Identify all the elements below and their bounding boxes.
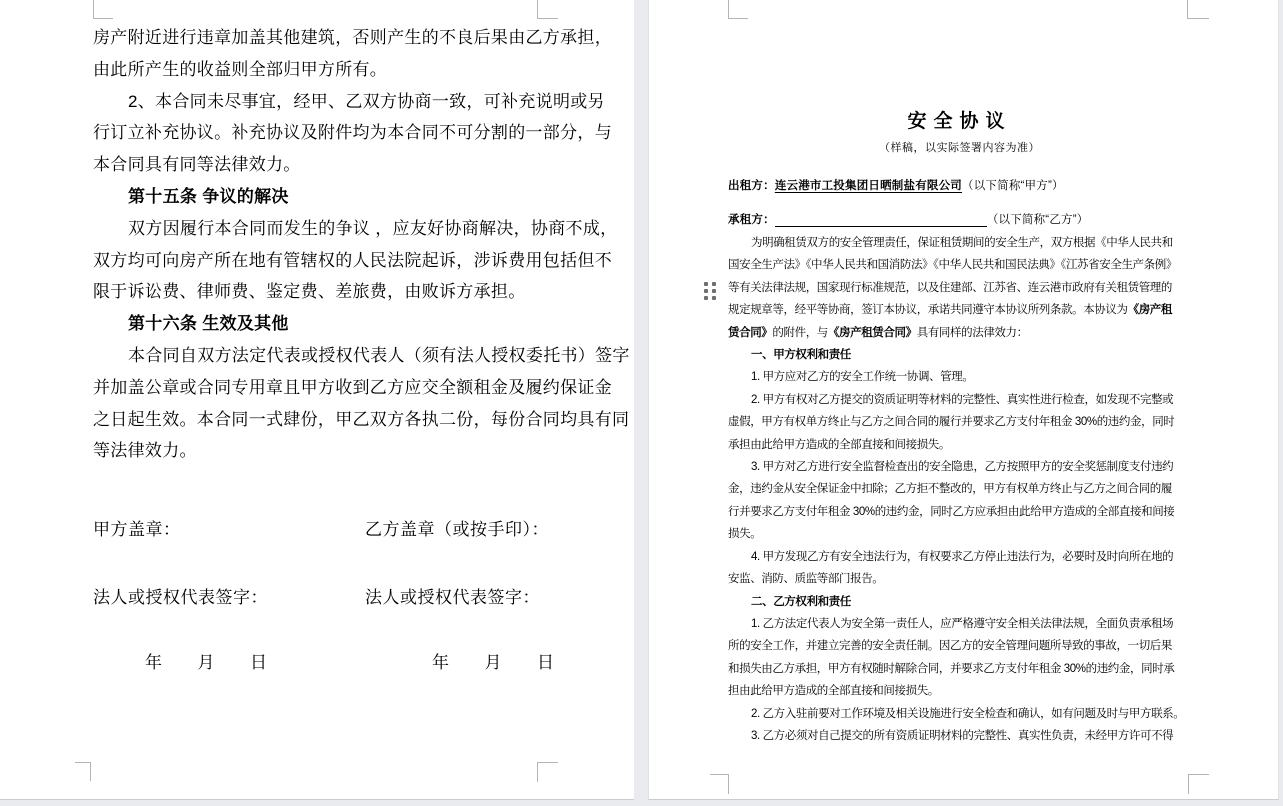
text-line — [93, 372, 623, 404]
margin-mark — [537, 0, 558, 19]
text-segment: 本合同自双方法定代表或授权代表人（须有法人授权委托书）签字 — [128, 345, 630, 365]
text-segment: 具有同样的法律效力： — [916, 326, 1028, 339]
text-segment: 由此所产生的收益则全部归甲方所有。 — [93, 59, 388, 79]
text-segment: 规定规章等，经平等协商，签订本协议，承诺共同遵守本协议所列条款。本协议为 — [728, 304, 1128, 317]
text-line — [728, 680, 1198, 702]
text-line — [728, 591, 1198, 613]
text-segment: 第十五条 争议的解决 — [128, 186, 289, 206]
text-line — [728, 322, 1198, 344]
signature-label-party-b: 法人或授权代表签字： — [365, 588, 540, 607]
margin-mark — [1188, 774, 1209, 794]
text-segment: 的附件，与 — [772, 326, 828, 339]
lessor-name: 连云港市工投集团日晒制盐有限公司 — [774, 180, 963, 192]
text-line — [93, 404, 630, 436]
text-segment: 2、本合同未尽事宜，经甲、乙双方协商一致，可补充说明或另 — [128, 91, 605, 111]
text-line — [728, 277, 1198, 299]
text-segment: 担由此给甲方造成的全部直接和间接损失。 — [728, 685, 939, 698]
text-segment: 2. 甲方有权对乙方提交的资质证明等材料的完整性、真实性进行检查，如发现不完整或 — [751, 393, 1174, 406]
text-line — [728, 299, 1198, 321]
lessor-row — [728, 177, 1064, 193]
text-line — [728, 254, 1198, 276]
text-line — [728, 411, 1198, 433]
text-segment: 3. 甲方对乙方进行安全监督检查出的安全隐患，乙方按照甲方的安全奖惩制度支付违约 — [751, 461, 1174, 474]
text-segment: 行订立补充协议。补充协议及附件均为本合同不可分割的一部分，与 — [93, 123, 612, 143]
text-line — [728, 546, 1198, 568]
text-segment: 《房产租赁合同》 — [827, 326, 917, 339]
date-blank-party-b: 年 月 日 — [432, 653, 555, 672]
text-segment: 之日起生效。本合同一式肆份，甲乙双方各执二份，每份合同均具有同 — [93, 409, 630, 429]
text-segment: 虚假，甲方有权单方终止与乙方之间合同的履行并要求乙方支付年租金 30%的违约金，同时 — [728, 416, 1175, 429]
lessee-row — [728, 211, 1088, 227]
text-segment: 赁合同》 — [728, 326, 773, 339]
text-line — [728, 366, 1198, 388]
margin-mark — [537, 762, 558, 782]
text-line — [728, 568, 1198, 590]
text-segment: 本合同具有同等法律效力。 — [93, 155, 301, 175]
text-segment: 1. 甲方应对乙方的安全工作统一协调、管理。 — [751, 371, 974, 384]
margin-mark — [728, 0, 748, 19]
text-line — [93, 22, 623, 54]
seal-label-party-b: 乙方盖章（或按手印）： — [365, 520, 549, 539]
text-line — [728, 232, 1198, 254]
text-segment: 2. 乙方入驻前要对工作环境及相关设施进行安全检查和确认，如有问题及时与甲方联系。 — [751, 707, 1185, 720]
text-segment: 等有关法律法规，国家现行标准规范，以及住建部、江苏省、连云港市政府有关租赁管理的 — [728, 281, 1172, 294]
text-line — [728, 501, 1198, 523]
text-line — [728, 703, 1198, 725]
agreement-subtitle: （样稿，以实际签署内容为准） — [879, 142, 1040, 154]
text-segment: 并加盖公章或合同专用章且甲方收到乙方应交全额租金及履约保证金 — [93, 377, 612, 397]
text-segment: 双方因履行本合同而发生的争议 ，应友好协商解决，协商不成， — [128, 218, 618, 238]
text-segment: 4. 甲方发现乙方有安全违法行为，有权要求乙方停止违法行为，必要时及时向所在地的 — [751, 550, 1174, 563]
text-segment: 等法律效力。 — [93, 441, 197, 461]
text-line — [93, 213, 623, 245]
text-segment: 限于诉讼费、律师费、鉴定费、差旅费，由败诉方承担。 — [93, 282, 526, 302]
text-line — [728, 635, 1198, 657]
text-segment: 行并要求乙方支付年租金 30%的违约金，同时乙方应承担由此给甲方造成的全部直接和间接 — [728, 505, 1175, 518]
text-segment: 3. 乙方必须对自己提交的所有资质证明材料的完整性、真实性负责，未经甲方许可不得 — [751, 729, 1174, 742]
text-line — [93, 276, 623, 308]
margin-mark — [710, 774, 729, 794]
margin-mark — [75, 762, 91, 781]
text-line — [728, 658, 1198, 680]
text-segment: 为明确租赁双方的安全管理责任，保证租赁期间的安全生产，双方根据《中华人民共和 — [751, 237, 1173, 249]
margin-mark — [93, 0, 113, 19]
text-segment: 国安全生产法》《中华人民共和国消防法》《中华人民共和国民法典》《江苏省安全生产条例》 — [728, 259, 1177, 272]
lessor-label: 出租方： — [728, 180, 775, 192]
agreement-title: 安全协议 — [907, 111, 1012, 132]
drag-handle-icon[interactable] — [704, 282, 719, 302]
lessee-suffix: （以下简称“乙方”） — [986, 214, 1089, 226]
text-line — [93, 86, 623, 118]
left-page-body — [93, 22, 630, 467]
text-line — [728, 523, 1198, 545]
right-page-body — [728, 232, 1198, 747]
text-segment: 和损失由乙方承担，甲方有权随时解除合同，并要求乙方支付年租金 30%的违约金，同时承 — [728, 662, 1175, 675]
text-line — [93, 340, 630, 372]
margin-mark — [1187, 0, 1209, 19]
text-line — [728, 434, 1198, 456]
text-line — [728, 456, 1198, 478]
text-segment: 金，违约金从安全保证金中扣除；乙方拒不整改的，甲方有权单方终止与乙方之间合同的履 — [728, 483, 1172, 496]
text-line — [93, 117, 623, 149]
text-line — [93, 245, 623, 277]
text-segment: 安监、消防、质监等部门报告。 — [728, 573, 884, 586]
lessor-suffix: （以下简称“甲方”） — [962, 180, 1064, 192]
text-line — [728, 389, 1198, 411]
lessee-name-blank[interactable] — [775, 214, 987, 227]
text-line — [93, 149, 623, 181]
text-line — [93, 181, 623, 213]
text-line — [93, 54, 623, 86]
text-segment: 第十六条 生效及其他 — [128, 314, 289, 334]
text-segment: 双方均可向房产所在地有管辖权的人民法院起诉，涉诉费用包括但不 — [93, 250, 612, 270]
date-blank-party-a: 年 月 日 — [145, 653, 268, 672]
signature-label-party-a: 法人或授权代表签字： — [93, 588, 268, 607]
lessee-label: 承租方： — [728, 214, 775, 226]
text-line — [93, 308, 623, 340]
text-segment: 二、乙方权利和责任 — [751, 595, 851, 608]
text-segment: 承担由此给甲方造成的全部直接和间接损失。 — [728, 438, 950, 451]
text-line — [93, 435, 623, 467]
text-segment: 一、甲方权利和责任 — [751, 349, 851, 362]
text-segment: 损失。 — [728, 528, 762, 541]
text-line — [728, 725, 1198, 747]
text-segment: 《房产租 — [1127, 304, 1173, 317]
page-left[interactable] — [0, 0, 634, 800]
text-line — [728, 478, 1198, 500]
text-segment: 房产附近进行违章加盖其他建筑，否则产生的不良后果由乙方承担， — [93, 28, 612, 47]
text-line — [728, 344, 1198, 366]
page-right[interactable] — [648, 0, 1279, 800]
text-segment: 所的安全工作，并建立完善的安全责任制。因乙方的安全管理问题所导致的事故，一切后果 — [728, 640, 1172, 653]
text-line — [728, 613, 1198, 635]
text-segment: 1. 乙方法定代表人为安全第一责任人，应严格遵守安全相关法律法规，全面负责承租场 — [751, 617, 1174, 630]
seal-label-party-a: 甲方盖章： — [93, 520, 181, 539]
